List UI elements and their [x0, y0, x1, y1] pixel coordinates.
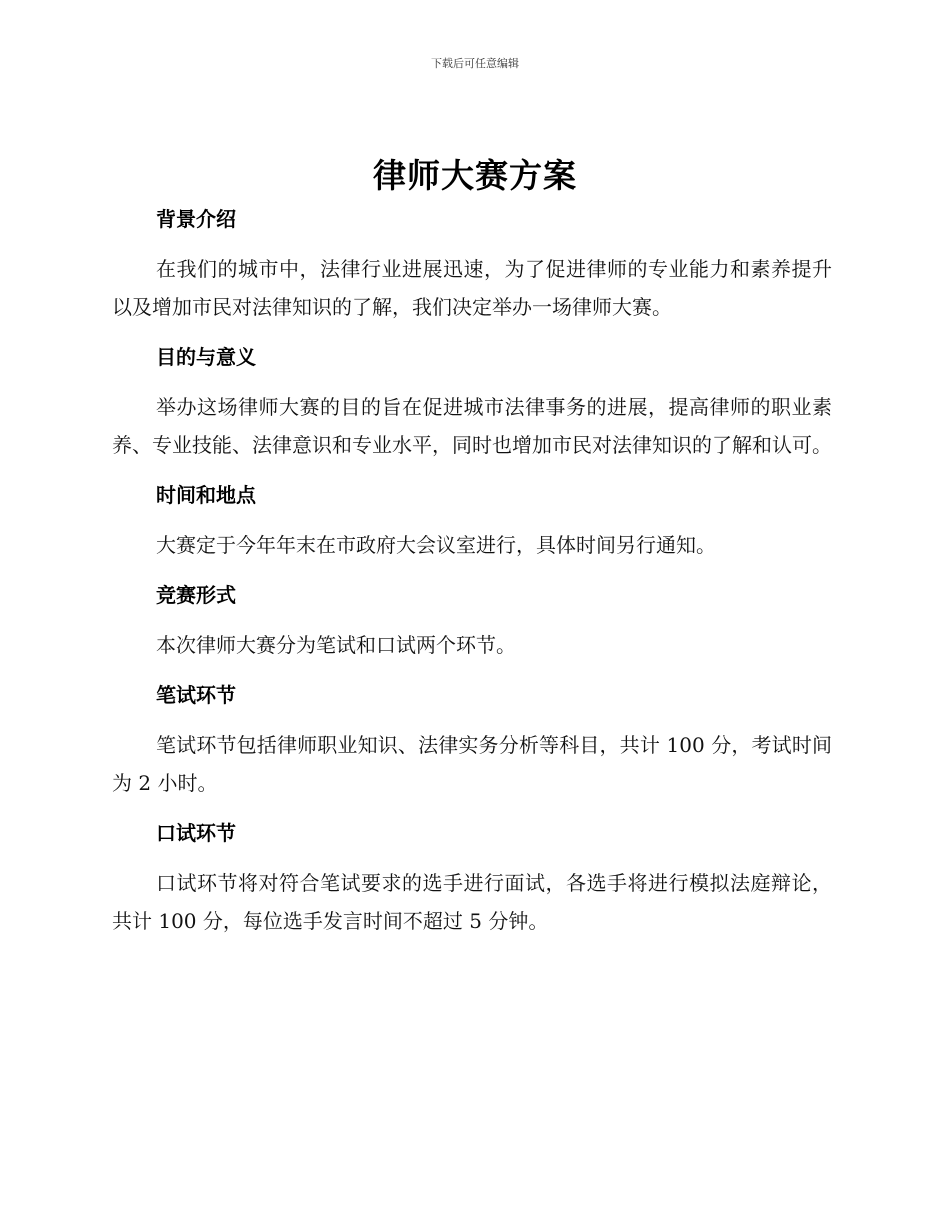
section-heading-purpose: 目的与意义 — [156, 345, 256, 369]
section-body-background: 在我们的城市中，法律行业进展迅速，为了促进律师的专业能力和素养提升以及增加市民对法律知识的了解，我们决定举办一场律师大赛。 — [112, 257, 832, 319]
section-body-format: 本次律师大赛分为笔试和口试两个环节。 — [156, 633, 516, 657]
section-heading-oral-exam: 口试环节 — [156, 821, 236, 845]
section-body-purpose: 举办这场律师大赛的目的旨在促进城市法律事务的进展，提高律师的职业素养、专业技能、法律意识和专业水平，同时也增加市民对法律知识的了解和认可。 — [112, 395, 832, 457]
document-title: 律师大赛方案 — [373, 156, 577, 195]
section-heading-background: 背景介绍 — [156, 207, 236, 231]
section-body-written-exam: 笔试环节包括律师职业知识、法律实务分析等科目，共计 100 分，考试时间为 2 小时。 — [112, 733, 832, 795]
section-heading-format: 竞赛形式 — [156, 583, 236, 607]
section-heading-written-exam: 笔试环节 — [156, 683, 236, 707]
section-body-time-place: 大赛定于今年年末在市政府大会议室进行，具体时间另行通知。 — [156, 533, 716, 557]
section-body-oral-exam: 口试环节将对符合笔试要求的选手进行面试，各选手将进行模拟法庭辩论，共计 100 分，每位选手发言时间不超过 5 分钟。 — [112, 871, 832, 933]
section-heading-time-place: 时间和地点 — [156, 483, 256, 507]
document-body — [112, 200, 832, 956]
header-note: 下载后可任意编辑 — [431, 57, 519, 70]
